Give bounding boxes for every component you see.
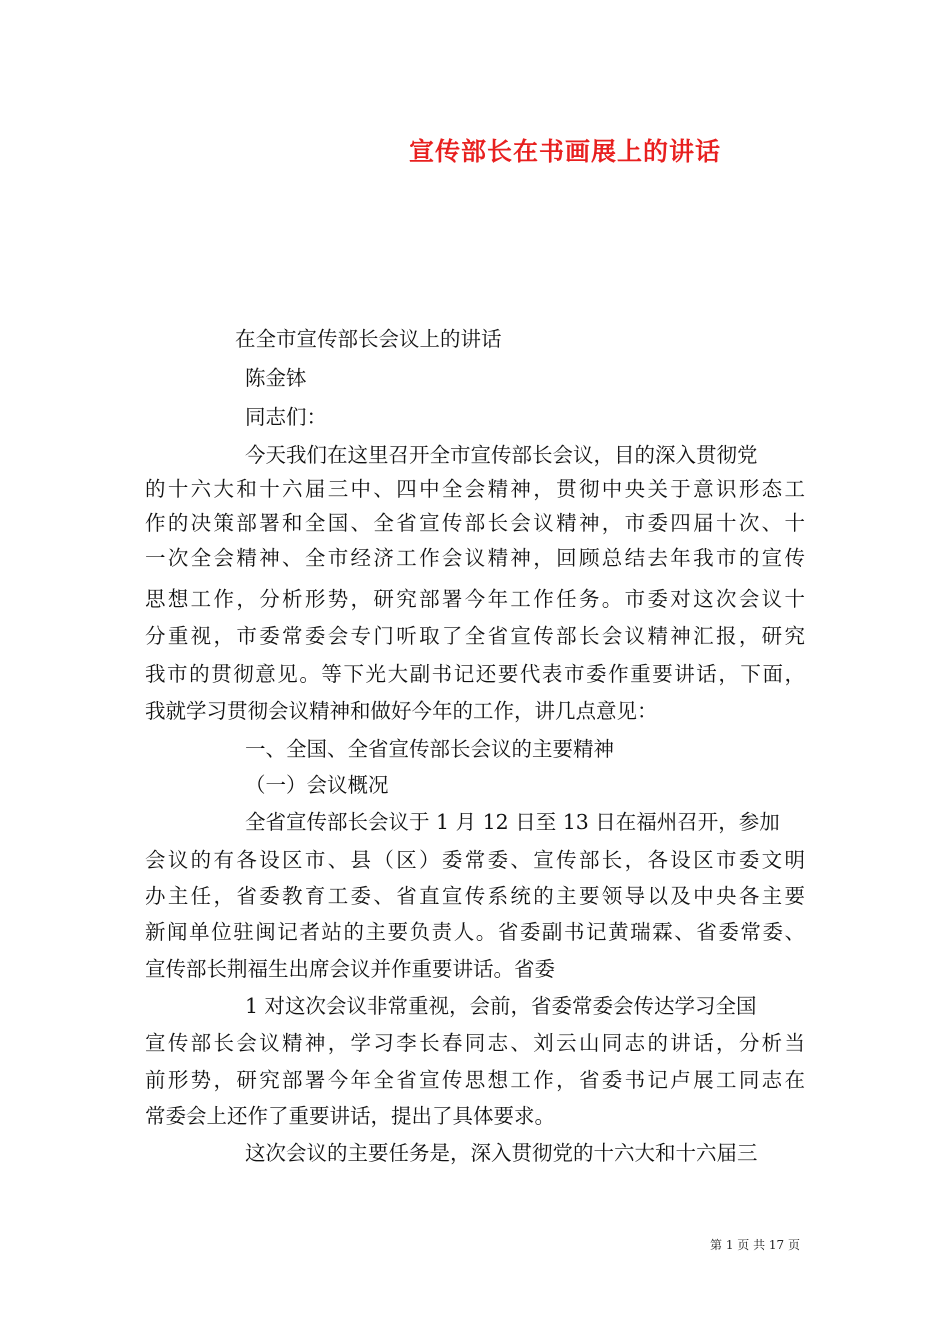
author-name: 陈金钵 <box>245 366 307 390</box>
subsection-heading: （一）会议概况 <box>245 773 389 797</box>
paragraph-line: 常委会上还作了重要讲话，提出了具体要求。 <box>145 1104 555 1128</box>
paragraph-line: 1 对这次会议非常重视，会前，省委常委会传达学习全国 <box>245 994 757 1018</box>
speech-subtitle: 在全市宣传部长会议上的讲话 <box>235 327 502 351</box>
paragraph-line: 的十六大和十六届三中、四中全会精神，贯彻中央关于意识形态工 <box>145 477 805 501</box>
paragraph-line: 前形势，研究部署今年全省宣传思想工作，省委书记卢展工同志在 <box>145 1068 805 1092</box>
paragraph-line: 新闻单位驻闽记者站的主要负责人。省委副书记黄瑞霖、省委常委、 <box>145 920 805 944</box>
paragraph-line: 一次全会精神、全市经济工作会议精神，回顾总结去年我市的宣传 <box>145 546 805 570</box>
paragraph-line: 今天我们在这里召开全市宣传部长会议，目的深入贯彻党 <box>245 443 758 467</box>
paragraph-line: 我市的贯彻意见。等下光大副书记还要代表市委作重要讲话，下面， <box>145 662 805 686</box>
paragraph-line: 我就学习贯彻会议精神和做好今年的工作，讲几点意见： <box>145 699 658 723</box>
page-number: 第 1 页 共 17 页 <box>710 1238 800 1252</box>
section-heading: 一、全国、全省宣传部长会议的主要精神 <box>245 737 614 761</box>
paragraph-line: 办主任，省委教育工委、省直宣传系统的主要领导以及中央各主要 <box>145 884 805 908</box>
paragraph-line: 思想工作，分析形势，研究部署今年工作任务。市委对这次会议十 <box>145 587 805 611</box>
document-title: 宣传部长在书画展上的讲话 <box>408 137 721 166</box>
paragraph-line: 分重视，市委常委会专门听取了全省宣传部长会议精神汇报，研究 <box>145 624 805 648</box>
paragraph-line: 作的决策部署和全国、全省宣传部长会议精神，市委四届十次、十 <box>145 511 805 535</box>
paragraph-line: 这次会议的主要任务是，深入贯彻党的十六大和十六届三 <box>245 1141 758 1165</box>
paragraph-line: 会议的有各设区市、县（区）委常委、宣传部长，各设区市委文明 <box>145 848 805 872</box>
paragraph-line: 宣传部长荆福生出席会议并作重要讲话。省委 <box>145 957 555 981</box>
paragraph-line: 宣传部长会议精神，学习李长春同志、刘云山同志的讲话，分析当 <box>145 1031 805 1055</box>
paragraph-line: 全省宣传部长会议于 1 月 12 日至 13 日在福州召开，参加 <box>245 810 780 834</box>
salutation: 同志们： <box>245 405 327 429</box>
